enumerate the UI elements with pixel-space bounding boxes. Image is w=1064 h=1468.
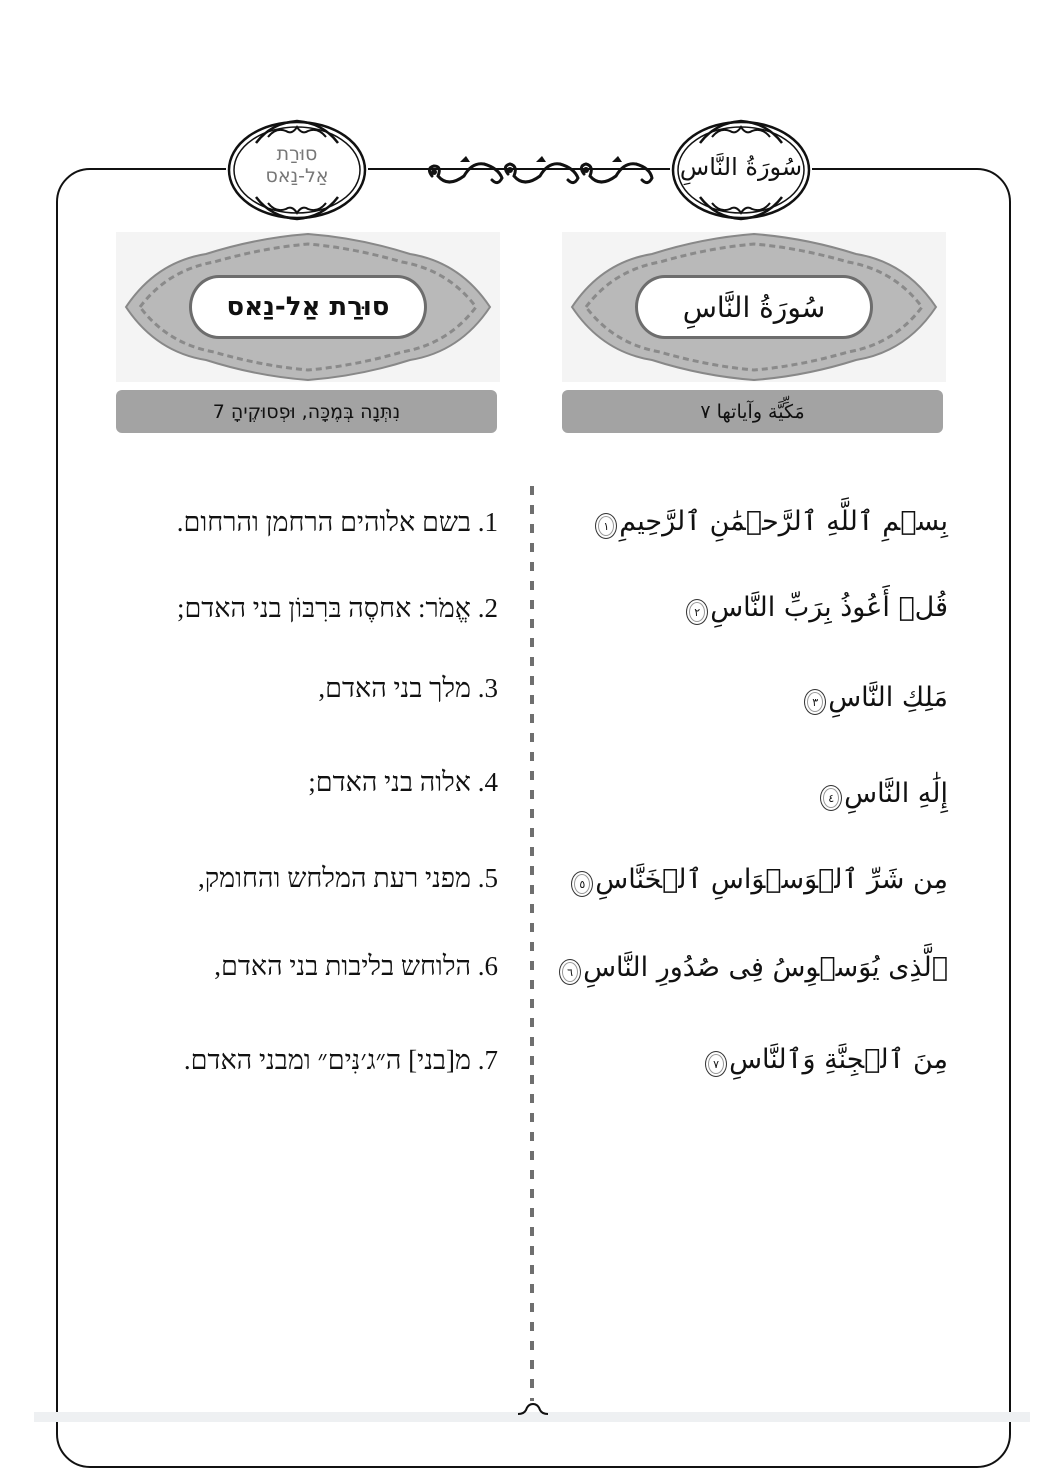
verse-hebrew-5: 5. מפני רעת המלחש והחומק, bbox=[197, 863, 498, 893]
verse-arabic-3: مَلِكِ النَّاسِ ٣ bbox=[804, 678, 948, 718]
verse-arabic-6: ٱلَّذِى يُوَسۡوِسُ فِى صُدُورِ النَّاسِ ٦ bbox=[559, 948, 948, 988]
plaque-title-arabic: سُورَةُ النَّاسِ bbox=[682, 290, 826, 324]
ayah-number-marker-icon: ٤ bbox=[820, 785, 842, 811]
ayah-number-marker-icon: ٥ bbox=[571, 871, 593, 897]
emblem-hebrew-line2: אַל-נַאס bbox=[265, 165, 329, 187]
emblem-hebrew-line1: סוּרַת bbox=[276, 143, 318, 165]
surah-title-plaque-arabic bbox=[562, 232, 946, 382]
verse-arabic-4: إِلَٰهِ النَّاسِ ٤ bbox=[820, 774, 948, 814]
ayah-number-marker-icon: ٧ bbox=[705, 1051, 727, 1077]
surah-emblem-arabic bbox=[670, 113, 812, 225]
verse-arabic-7: مِنَ ٱلۡجِنَّةِ وَٱلنَّاسِ ٧ bbox=[705, 1040, 948, 1080]
scroll-ornament-icon bbox=[418, 148, 658, 192]
emblem-arabic-title: سُورَةُ النَّاسِ bbox=[679, 153, 803, 181]
verse-hebrew-2: 2. אֱמֹר: אחסֶה בּרִבּוֹן בני האדם; bbox=[176, 593, 498, 623]
plaque-title-hebrew: סוּרַת אַל-נַאס bbox=[226, 292, 390, 322]
verse-hebrew-1: 1. בשם אלוהים הרחמן והרחום. bbox=[176, 507, 498, 537]
ayah-number-marker-icon: ٢ bbox=[686, 599, 708, 625]
verse-arabic-2: قُلۡ أَعُوذُ بِرَبِّ النَّاسِ ٢ bbox=[686, 588, 948, 628]
surah-emblem-hebrew bbox=[226, 113, 368, 225]
verse-hebrew-7: 7. מ[בני] ה״ג׳נִּים״ ומבני האדם. bbox=[183, 1045, 498, 1075]
ayah-number-marker-icon: ١ bbox=[595, 513, 617, 539]
verse-hebrew-6: 6. הלוחש בליבות בני האדם, bbox=[214, 951, 498, 981]
verse-arabic-1: بِسۡمِ ٱللَّهِ ٱلرَّحۡمَٰنِ ٱلرَّحِيمِ ١ bbox=[595, 502, 948, 542]
surah-title-plaque-hebrew bbox=[116, 232, 500, 382]
revelation-badge-arabic: مَكِّيَّة وآياتها ٧ bbox=[562, 390, 943, 433]
revelation-badge-hebrew: נִתְּנָה בְּמֶכָּה, וּפְסוּקֶיהָ 7 bbox=[116, 390, 497, 433]
column-divider bbox=[530, 486, 534, 1401]
bottom-ornament-icon bbox=[516, 1401, 550, 1415]
verse-hebrew-3: 3. מלך בני האדם, bbox=[318, 673, 498, 703]
ayah-number-marker-icon: ٦ bbox=[559, 959, 581, 985]
ayah-number-marker-icon: ٣ bbox=[804, 689, 826, 715]
verse-arabic-5: مِن شَرِّ ٱلۡوَسۡوَاسِ ٱلۡخَنَّاسِ ٥ bbox=[571, 860, 948, 900]
verse-hebrew-4: 4. אלוה בני האדם; bbox=[308, 767, 498, 797]
